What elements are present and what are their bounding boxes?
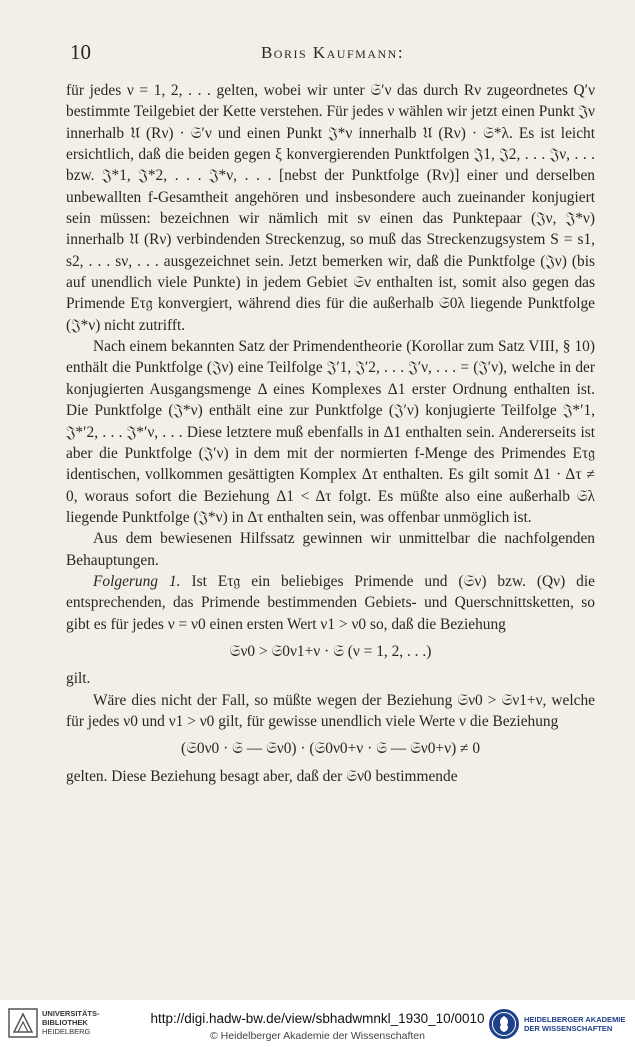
university-library-logo-text: UNIVERSITÄTS- BIBLIOTHEK HEIDELBERG [42, 1009, 100, 1036]
academy-seal-icon [488, 1008, 520, 1040]
copyright-notice: © Heidelberger Akademie der Wissenschaften [210, 1030, 425, 1042]
academy-logo-text: HEIDELBERGER AKADEMIE DER WISSENSCHAFTEN [524, 1015, 626, 1033]
page-header [70, 40, 595, 64]
source-url-link[interactable]: http://digi.hadw-bw.de/view/sbhadwmnkl_1930_10/0010 [150, 1011, 485, 1026]
paragraph-1: für jedes ν = 1, 2, . . . gelten, wobei wir unter 𝔖′ν das durch Rν zugeordnetes Q′ν bestimmte Teilgebiet der Kette verstehen. Für jedes ν wählen wir jetzt einen Punkt 𝔍ν innerhalb 𝔘 (Rν) · 𝔖′ν und einen Punkt 𝔍*ν innerhalb 𝔘 (Rν) · 𝔖*λ. Es ist leicht ersichtlich, daß die beiden gegen ξ konvergierenden Punktfolgen 𝔍1, 𝔍2, . . . 𝔍ν, . . . bzw. 𝔍*1, 𝔍*2, . . . 𝔍*ν, . . . [nebst der Punktfolge (Rν)] einer und derselben unbewallten f-Gesamtheit angehören und insbesondere auch zueinander konjugiert sein müssen: bezeichnen wir nämlich mit sν einen das Punktepaar (𝔍ν, 𝔍*ν) innerhalb 𝔘 (Rν) verbindenden Streckenzug, so muß das Streckenzugsystem S = s1, s2, . . . sν, . . . ausgezeichnet sein. Jetzt bemerken wir, daß die Punktfolge (𝔍ν) (bis auf unendlich viele Punkte) in jedem Gebiet 𝔖ν enthalten ist, somit also gegen das Primende Eτ𝔤 konvergiert, während dies für die außerhalb 𝔖0λ liegende Punktfolge (𝔍*ν) nicht zutrifft. [66, 82, 595, 334]
formula-2: (𝔖0ν0 · 𝔖 — 𝔖ν0) · (𝔖0ν0+ν · 𝔖 — 𝔖ν0+ν) ≠ 0 [180, 740, 481, 758]
paragraph-3: Aus dem bewiesenen Hilfssatz gewinnen wir unmittelbar die nachfolgenden Behauptungen. [66, 530, 595, 569]
formula-1: 𝔖ν0 > 𝔖0ν1+ν · 𝔖 (ν = 1, 2, . . .) [229, 642, 432, 660]
paragraph-gilt: gilt. [66, 670, 91, 688]
folgerung-text: Ist Eτ𝔤 ein beliebiges Primende und (𝔖ν) bzw. (Qν) die entsprechenden, das Primende bestimmenden Gebiets- und Querschnittsketten, so gibt es für jedes ν = ν0 einen ersten Wert ν1 > ν0 so, daß die Beziehung [66, 572, 595, 633]
paragraph-6: Wäre dies nicht der Fall, so müßte wegen der Beziehung 𝔖ν0 > 𝔖ν1+ν, welche für jedes ν0 und ν1 > ν0 gilt, für gewisse unendlich viele Werte ν die Beziehung [66, 691, 595, 730]
running-head: Boris Kaufmann: [260, 43, 405, 62]
folgerung-label: Folgerung 1. [93, 572, 181, 590]
page-number: 10 [70, 40, 91, 64]
paragraph-7: gelten. Diese Beziehung besagt aber, daß der 𝔖ν0 bestimmende [66, 767, 458, 785]
body-text [66, 80, 595, 787]
paragraph-2: Nach einem bekannten Satz der Primendentheorie (Korollar zum Satz VIII, § 10) enthält die Punktfolge (𝔍ν) eine Teilfolge 𝔍′1, 𝔍′2, . . . 𝔍′ν, . . . = (𝔍′ν), welche in der konjugierten Ausgangsmenge Δ eines Komplexes Δ1 erster Ordnung enthalten ist. Die Punktfolge (𝔍*ν) enthält eine zur Punktfolge (𝔍′ν) konjugierte Teilfolge 𝔍*′1, 𝔍*′2, . . . 𝔍*′ν, . . . Diese letztere muß ebenfalls in Δ1 enthalten sein. Andererseits ist aber die Punktfolge (𝔍′ν) in dem mit der normierten f-Menge des Primendes Eτ𝔤 identischen, vollkommen gesättigten Komplex Δτ enthalten. Es gilt somit Δ1 · Δτ ≠ 0, woraus sofort die Beziehung Δ1 < Δτ folgt. Es müßte also eine außerhalb 𝔖λ liegende Punktfolge (𝔍*ν) in Δτ enthalten sein, was offenbar unmöglich ist. [66, 338, 595, 526]
folgerung-1 [66, 571, 595, 635]
footer-bar [0, 1000, 635, 1047]
